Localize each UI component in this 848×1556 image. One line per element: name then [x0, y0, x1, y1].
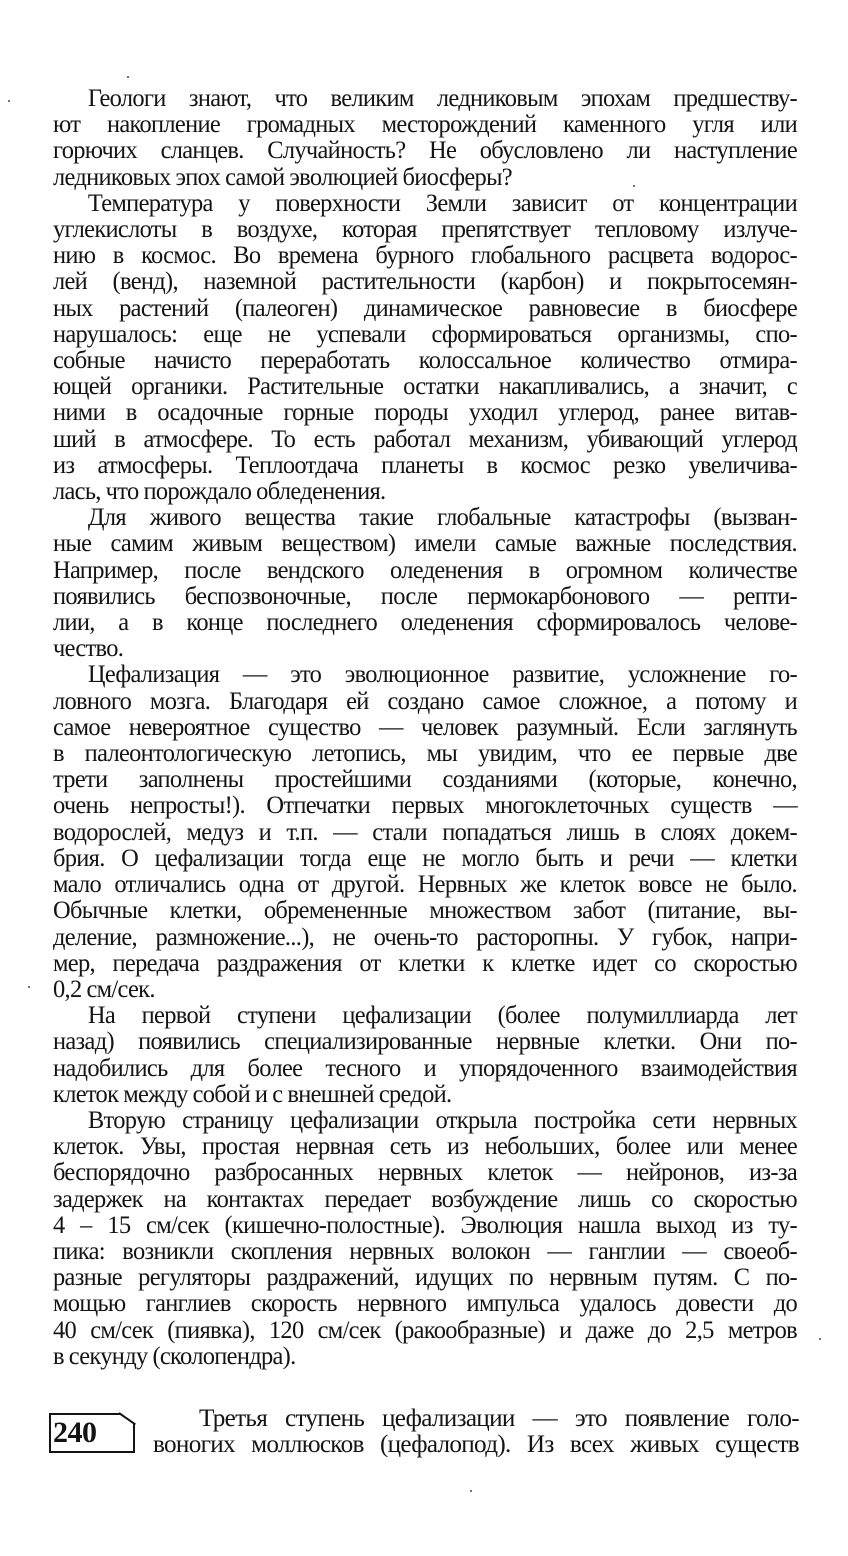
text-line: ют накопление громадных месторождений каменного угля или	[53, 111, 797, 139]
paragraph-first-stage	[53, 1003, 797, 1108]
text-line: углекислоты в воздухе, которая препятствует тепловому излуче-	[53, 216, 797, 244]
text-line: лась, что порождало обледенения.	[53, 478, 386, 506]
text-line: ных растений (палеоген) динамическое равновесие в биосфере	[53, 294, 797, 322]
scan-speck	[633, 185, 635, 187]
text-line: 0,2 см/сек.	[53, 975, 155, 1003]
text-line: беспорядочно разбросанных нервных клеток — нейронов, из-за	[53, 1159, 797, 1187]
text-line: ший в атмосфере. То есть работал механизм, убивающий углерод	[53, 425, 797, 453]
scan-speck	[127, 76, 129, 78]
scan-speck	[28, 986, 30, 988]
text-line: лии, а в конце последнего оледенения сформировалось челове-	[53, 609, 797, 637]
text-line: 4 – 15 см/сек (кишечно-полостные). Эволюция нашла выход из ту-	[53, 1211, 797, 1239]
text-line: в палеонтологическую летопись, мы увидим, что ее первые две	[53, 740, 797, 768]
text-line: Вторую страницу цефализации открыла постройка сети нервных	[87, 1106, 797, 1134]
text-line: ними в осадочные горные породы уходил углерод, ранее витав-	[53, 399, 797, 427]
text-line: Для живого вещества такие глобальные катастрофы (вызван-	[87, 504, 797, 532]
text-line: ющей органики. Растительные остатки накапливались, а значит, с	[53, 373, 797, 401]
text-line: из атмосферы. Теплоотдача планеты в космос резко увеличива-	[53, 451, 797, 479]
text-line: брия. О цефализации тогда еще не могло быть и речи — клетки	[53, 844, 797, 872]
paragraph-catastrophes	[53, 505, 797, 662]
text-line: Температура у поверхности Земли зависит от концентрации	[87, 189, 797, 217]
text-line: в секунду (сколопендра).	[53, 1342, 296, 1370]
text-line: нарушалось: еще не успевали сформироваться организмы, спо-	[53, 320, 797, 348]
text-line: водорослей, медуз и т.п. — стали попадаться лишь в слоях докем-	[53, 818, 797, 846]
text-line: очень непросты!). Отпечатки первых многоклеточных существ —	[53, 792, 797, 820]
text-line: собные начисто переработать колоссальное количество отмира-	[53, 347, 797, 375]
page-body	[53, 86, 797, 1370]
scan-speck	[8, 100, 10, 102]
text-line: Геологи знают, что великим ледниковым эпохам предшеству-	[87, 85, 797, 112]
text-line: ные самим живым веществом) имели самые важные последствия.	[53, 530, 797, 558]
text-line: деление, размножение...), не очень-то расторопны. У губок, напри-	[53, 923, 797, 951]
text-line: нию в космос. Во времена бурного глобального расцвета водорос-	[53, 242, 797, 270]
scan-speck	[819, 1338, 821, 1340]
text-line: самое невероятное существо — человек разумный. Если заглянуть	[53, 713, 797, 741]
text-line: Цефализация — это эволюционное развитие, усложнение го-	[87, 661, 797, 689]
paragraph-temperature	[53, 191, 797, 505]
text-line: Третья ступень цефализации — это появление голо-	[199, 1405, 799, 1432]
page-footer	[49, 1406, 799, 1462]
text-line: пика: возникли скопления нервных волокон — ганглии — своеоб-	[53, 1237, 797, 1265]
page-number: 240	[53, 1416, 97, 1449]
text-line: лей (венд), наземной растительности (карбон) и покрытосемян-	[53, 268, 797, 296]
text-line: клеток. Увы, простая нервная сеть из небольших, более или менее	[53, 1133, 797, 1161]
text-line: На первой ступени цефализации (более полумиллиарда лет	[87, 1002, 797, 1030]
text-line: мало отличались одна от другой. Нервных же клеток вовсе не было.	[53, 871, 797, 899]
text-line: Обычные клетки, обремененные множеством забот (питание, вы-	[53, 897, 797, 925]
text-line: трети заполнены простейшими созданиями (которые, конечно,	[53, 766, 797, 794]
text-line: клеток между собой и с внешней средой.	[53, 1080, 452, 1108]
text-line: воногих моллюсков (цефалопод). Из всех живых существ	[153, 1431, 799, 1459]
text-line: надобились для более тесного и упорядоченного взаимодействия	[53, 1054, 797, 1082]
text-line: ловного мозга. Благодаря ей создано самое сложное, а потому и	[53, 687, 797, 715]
text-line: появились беспозвоночные, после пермокарбонового — репти-	[53, 582, 797, 610]
text-line: задержек на контактах передает возбуждение лишь со скоростью	[53, 1185, 797, 1213]
scan-speck	[470, 1490, 472, 1492]
text-line: 40 см/сек (пиявка), 120 см/сек (ракообразные) и даже до 2,5 метров	[53, 1316, 797, 1344]
text-line: ледниковых эпох самой эволюцией биосферы?	[53, 163, 512, 191]
text-line: Например, после вендского оледенения в огромном количестве	[53, 556, 797, 584]
text-line: чество.	[53, 635, 124, 663]
text-line: мощью ганглиев скорость нервного импульса удалось довести до	[53, 1290, 797, 1318]
text-line: назад) появились специализированные нервные клетки. Они по-	[53, 1028, 797, 1056]
paragraph-second-stage	[53, 1108, 797, 1370]
text-line: разные регуляторы раздражений, идущих по нервным путям. С по-	[53, 1264, 797, 1292]
paragraph-glacial-epochs	[53, 86, 797, 191]
text-line: горючих сланцев. Случайность? Не обусловлено ли наступление	[53, 137, 797, 165]
text-line: мер, передача раздражения от клетки к клетке идет со скоростью	[53, 949, 797, 977]
paragraph-cephalization	[53, 662, 797, 1003]
paragraph-third-stage	[153, 1406, 799, 1458]
